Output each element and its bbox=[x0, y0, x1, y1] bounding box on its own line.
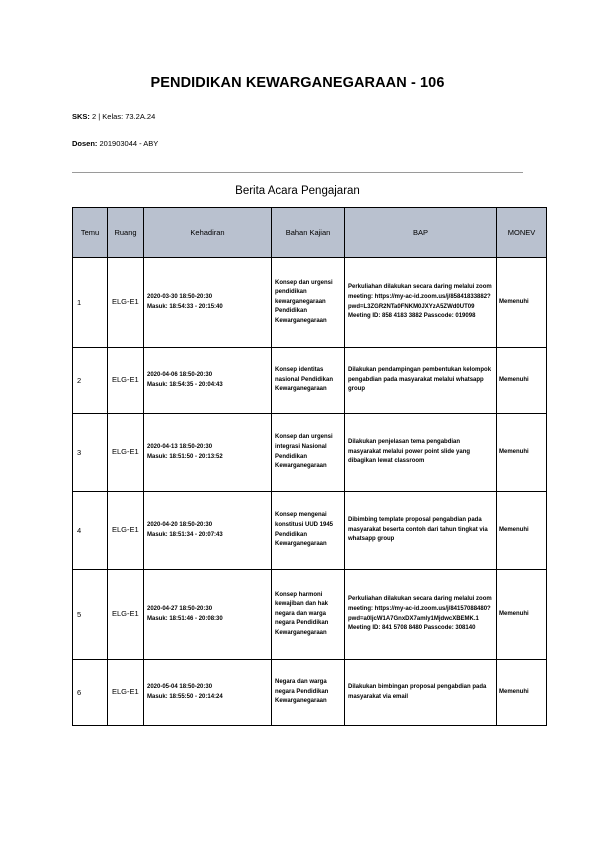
section-title: Berita Acara Pengajaran bbox=[235, 185, 360, 197]
study-material: Konsep mengenai konstitusi UUD 1945 Pendidikan Kewarganegaraan bbox=[272, 492, 345, 570]
room: ELG-E1 bbox=[108, 348, 144, 414]
page-title: PENDIDIKAN KEWARGANEGARAAN - 106 bbox=[150, 75, 445, 91]
attendance bbox=[144, 660, 272, 726]
header-ruang: Ruang bbox=[108, 208, 144, 258]
teaching-report: Dilakukan bimbingan proposal pengabdian pada masyarakat via email bbox=[345, 660, 497, 726]
monev-status: Memenuhi bbox=[497, 492, 547, 570]
header-bahan-kajian: Bahan Kajian bbox=[272, 208, 345, 258]
teaching-report: Perkuliahan dilakukan secara daring melalui zoom meeting: https://my-ac-id.zoom.us/j/84157088480?pwd=a0ljcW1A7GnxDX7amly1MjdwcXBEMK.1 Meeting ID: 841 5708 8480 Passcode: 308140 bbox=[345, 570, 497, 660]
attendance bbox=[144, 258, 272, 348]
check-in-time: Masuk: 18:51:46 - 20:08:30 bbox=[147, 615, 223, 622]
attendance bbox=[144, 570, 272, 660]
check-in-time: Masuk: 18:55:50 - 20:14:24 bbox=[147, 693, 223, 700]
table-row bbox=[73, 570, 547, 660]
header-monev: MONEV bbox=[497, 208, 547, 258]
teaching-report: Perkuliahan dilakukan secara daring melalui zoom meeting: https://my-ac-id.zoom.us/j/85841833882?pwd=L3ZGR2NTa0FNKM0JXYzA5ZWd0UT09 Meeting ID: 858 4183 3882 Passcode: 019098 bbox=[345, 258, 497, 348]
monev-status: Memenuhi bbox=[497, 258, 547, 348]
attendance bbox=[144, 414, 272, 492]
table-header-row bbox=[73, 208, 547, 258]
meeting-number: 5 bbox=[73, 570, 108, 660]
schedule-time: 2020-04-27 18:50-20:30 bbox=[147, 605, 213, 612]
monev-status: Memenuhi bbox=[497, 348, 547, 414]
study-material: Konsep identitas nasional Pendidikan Kewarganegaraan bbox=[272, 348, 345, 414]
table-row bbox=[73, 492, 547, 570]
meeting-number: 3 bbox=[73, 414, 108, 492]
room: ELG-E1 bbox=[108, 492, 144, 570]
sks-class-info bbox=[72, 112, 155, 121]
meeting-number: 6 bbox=[73, 660, 108, 726]
monev-status: Memenuhi bbox=[497, 570, 547, 660]
attendance bbox=[144, 348, 272, 414]
meeting-number: 1 bbox=[73, 258, 108, 348]
table-row bbox=[73, 414, 547, 492]
schedule-time: 2020-04-06 18:50-20:30 bbox=[147, 371, 213, 378]
table-row bbox=[73, 348, 547, 414]
table-row bbox=[73, 660, 547, 726]
schedule-time: 2020-04-13 18:50-20:30 bbox=[147, 443, 213, 450]
study-material: Konsep dan urgensi pendidikan kewarganegaraan Pendidikan Kewarganegaraan bbox=[272, 258, 345, 348]
teaching-report: Dilakukan pendampingan pembentukan kelompok pengabdian pada masyarakat melalui whatsapp group bbox=[345, 348, 497, 414]
attendance bbox=[144, 492, 272, 570]
monev-status: Memenuhi bbox=[497, 414, 547, 492]
lecturer-value: 201903044 - ABY bbox=[99, 139, 159, 148]
teaching-report: Dilakukan penjelasan tema pengabdian masyarakat melalui power point slide yang dibagikan lewat classroom bbox=[345, 414, 497, 492]
schedule-time: 2020-05-04 18:50-20:30 bbox=[147, 683, 213, 690]
sks-label: SKS: bbox=[72, 112, 90, 121]
room: ELG-E1 bbox=[108, 570, 144, 660]
monev-status: Memenuhi bbox=[497, 660, 547, 726]
table-row bbox=[73, 258, 547, 348]
schedule-time: 2020-04-20 18:50-20:30 bbox=[147, 521, 213, 528]
divider bbox=[72, 172, 523, 173]
check-in-time: Masuk: 18:51:50 - 20:13:52 bbox=[147, 453, 223, 460]
schedule-time: 2020-03-30 18:50-20:30 bbox=[147, 293, 213, 300]
study-material: Negara dan warga negara Pendidikan Kewarganegaraan bbox=[272, 660, 345, 726]
room: ELG-E1 bbox=[108, 258, 144, 348]
room: ELG-E1 bbox=[108, 414, 144, 492]
header-bap: BAP bbox=[345, 208, 497, 258]
study-material: Konsep dan urgensi integrasi Nasional Pendidikan Kewarganegaraan bbox=[272, 414, 345, 492]
meeting-number: 2 bbox=[73, 348, 108, 414]
sks-class-value: 2 | Kelas: 73.2A.24 bbox=[92, 112, 156, 121]
room: ELG-E1 bbox=[108, 660, 144, 726]
check-in-time: Masuk: 18:54:35 - 20:04:43 bbox=[147, 381, 223, 388]
check-in-time: Masuk: 18:51:34 - 20:07:43 bbox=[147, 531, 223, 538]
study-material: Konsep harmoni kewajiban dan hak negara dan warga negara Pendidikan Kewarganegaraan bbox=[272, 570, 345, 660]
header-kehadiran: Kehadiran bbox=[144, 208, 272, 258]
check-in-time: Masuk: 18:54:33 - 20:15:40 bbox=[147, 303, 223, 310]
meeting-number: 4 bbox=[73, 492, 108, 570]
header-temu: Temu bbox=[73, 208, 108, 258]
teaching-log-table bbox=[72, 207, 547, 726]
lecturer-info bbox=[72, 139, 158, 148]
lecturer-label: Dosen: bbox=[72, 139, 98, 148]
teaching-report: Dibimbing template proposal pengabdian pada masyarakat beserta contoh dari tahun tingkat via whatsapp group bbox=[345, 492, 497, 570]
